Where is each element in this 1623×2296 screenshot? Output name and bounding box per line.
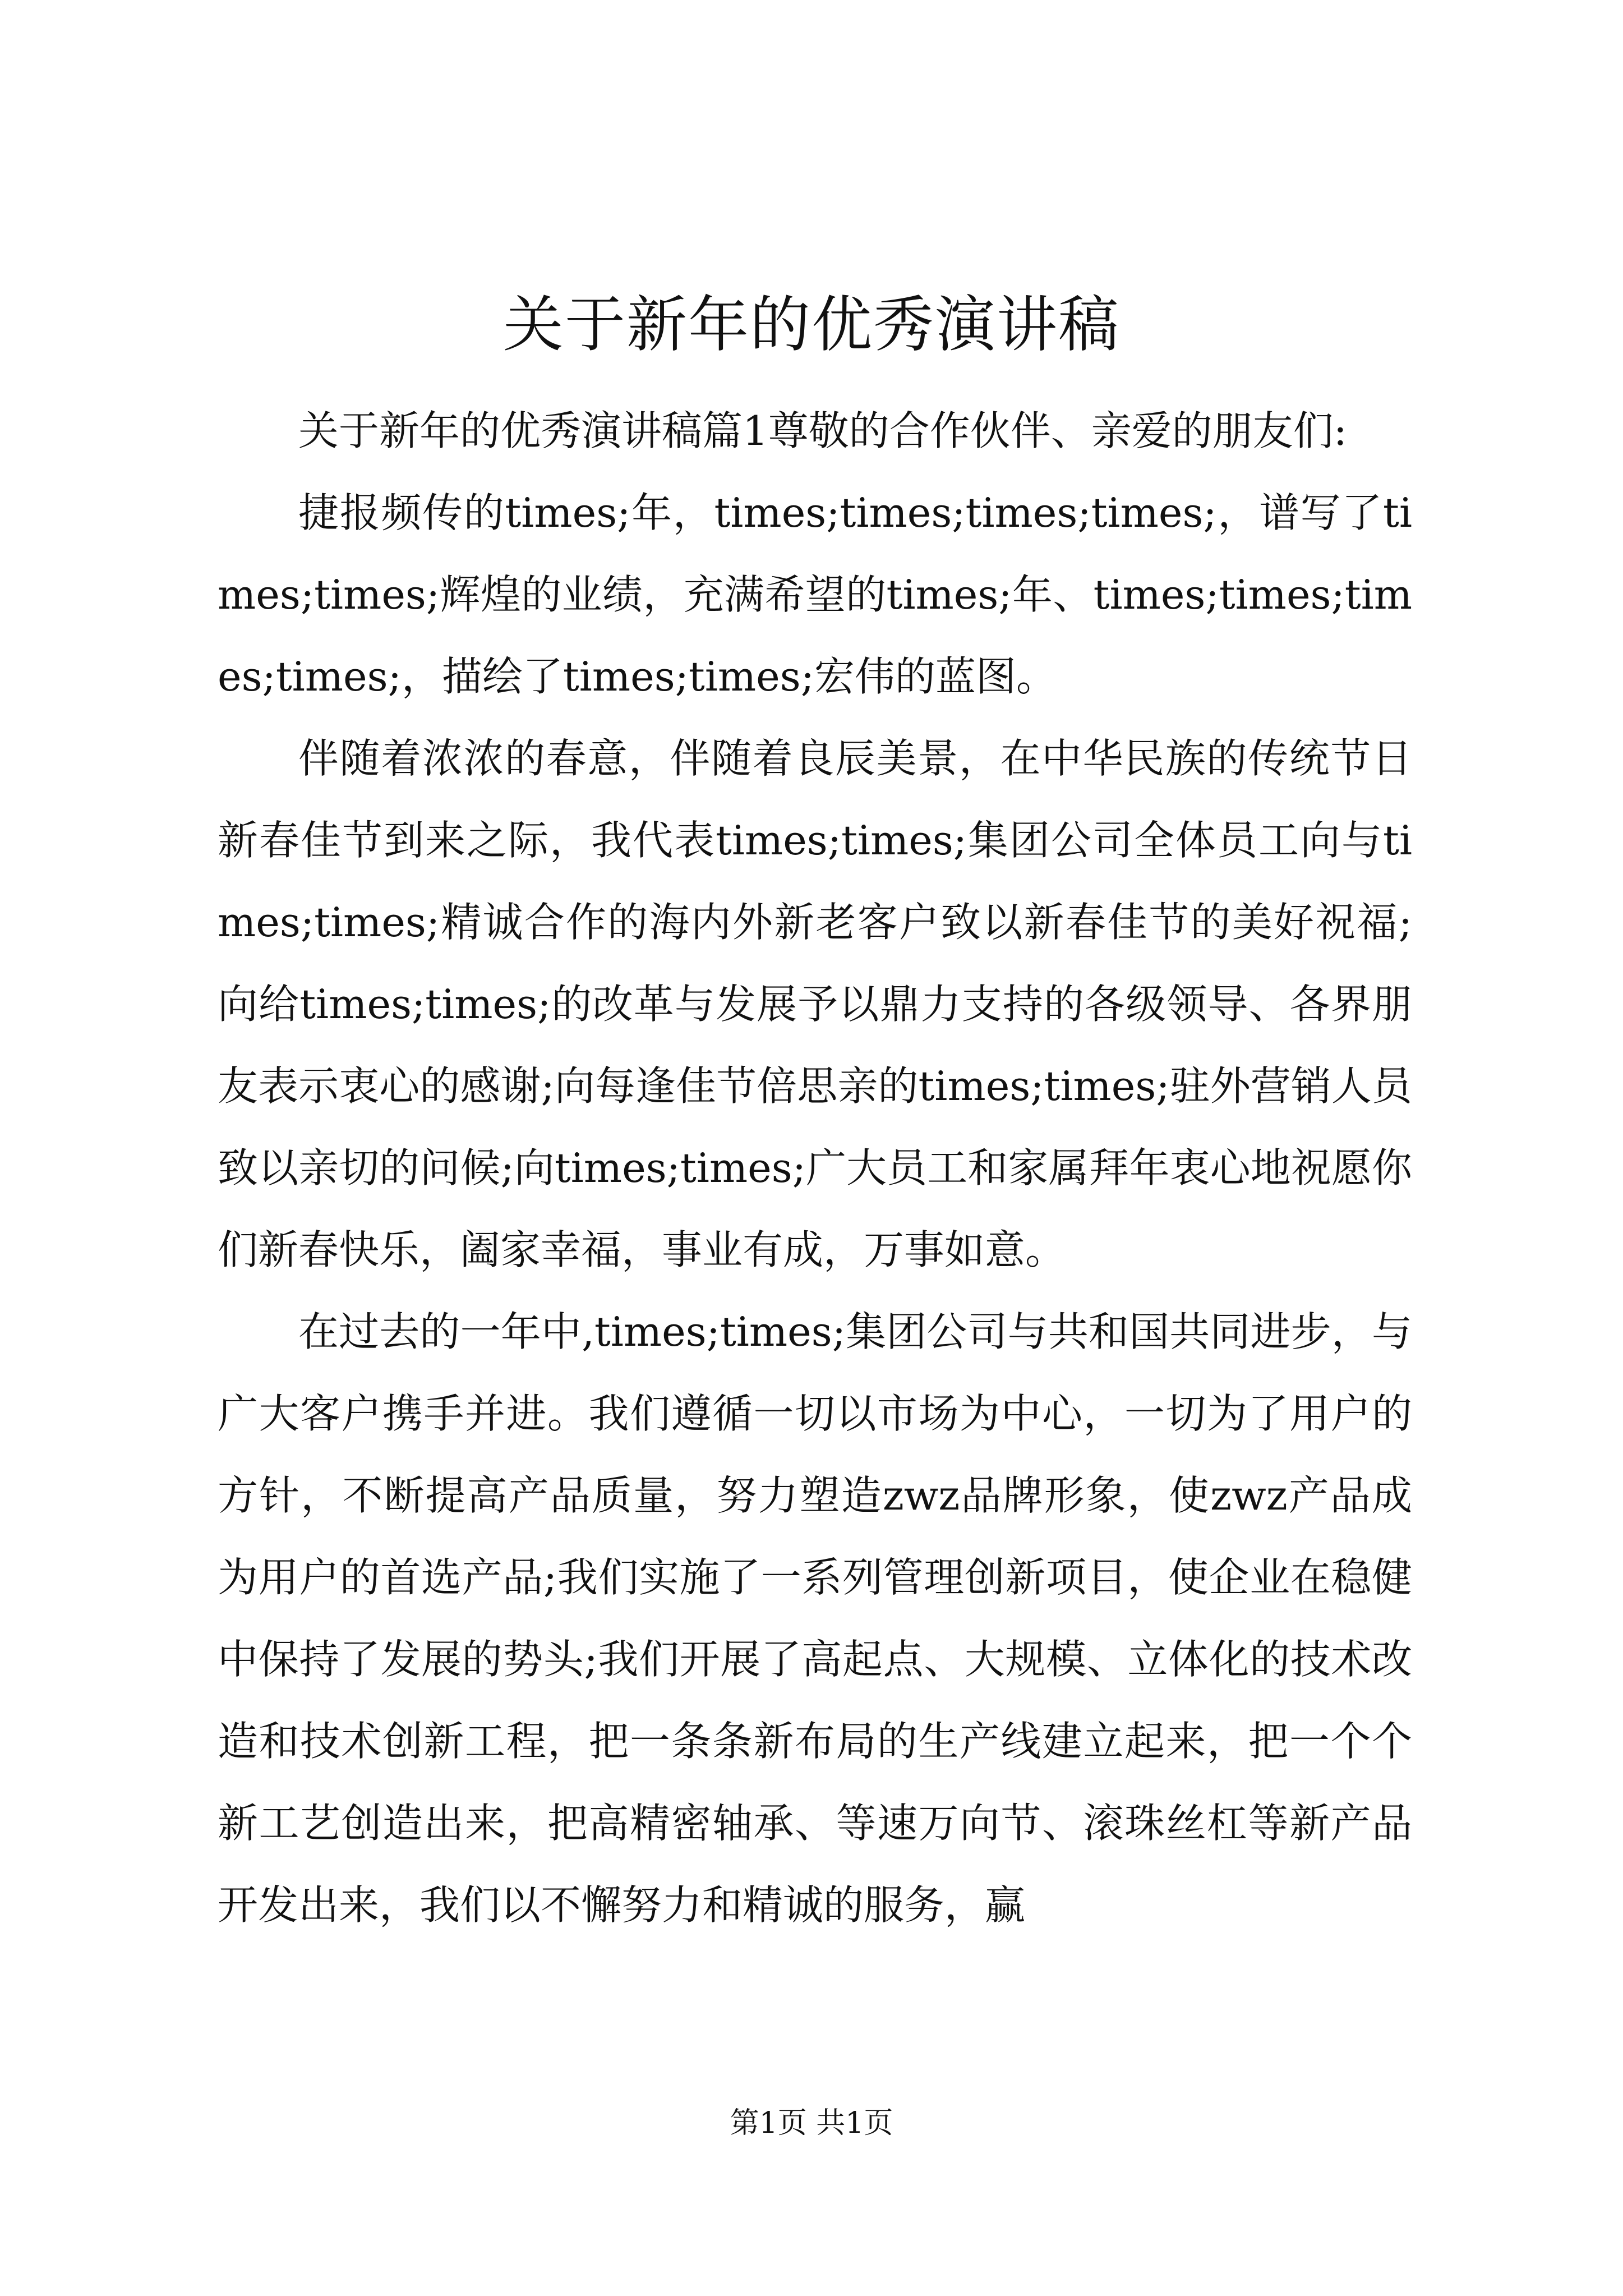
- paragraph: 捷报频传的times;年，times;times;times;times;，谱写了times;times;辉煌的业绩，充满希望的times;年、times;times;times;times;，描绘了times;times;宏伟的蓝图。: [218, 489, 1412, 700]
- paragraph: 关于新年的优秀演讲稿篇1尊敬的合作伙伴、亲爱的朋友们:: [298, 407, 1348, 454]
- document-title: 关于新年的优秀演讲稿: [502, 290, 1120, 360]
- page-footer: 第1页 共1页: [730, 2106, 893, 2140]
- document-body: [218, 390, 1412, 1946]
- paragraph: 伴随着浓浓的春意，伴随着良辰美景，在中华民族的传统节日新春佳节到来之际，我代表times;times;集团公司全体员工向与times;times;精诚合作的海内外新老客户致以新春佳节的美好祝福;向给times;times;的改革与发展予以鼎力支持的各级领导、各界朋友表示衷心的感谢;向每逢佳节倍思亲的times;times;驻外营销人员致以亲切的问候;向times;times;广大员工和家属拜年衷心地祝愿你们新春快乐，阖家幸福，事业有成，万事如意。: [218, 735, 1412, 1273]
- paragraph: 在过去的一年中,times;times;集团公司与共和国共同进步，与广大客户携手并进。我们遵循一切以市场为中心，一切为了用户的方针，不断提高产品质量，努力塑造zwz品牌形象，使zwz产品成为用户的首选产品;我们实施了一系列管理创新项目，使企业在稳健中保持了发展的势头;我们开展了高起点、大规模、立体化的技术改造和技术创新工程，把一条条新布局的生产线建立起来，把一个个新工艺创造出来，把高精密轴承、等速万向节、滚珠丝杠等新产品开发出来，我们以不懈努力和精诚的服务，赢: [218, 1308, 1412, 1929]
